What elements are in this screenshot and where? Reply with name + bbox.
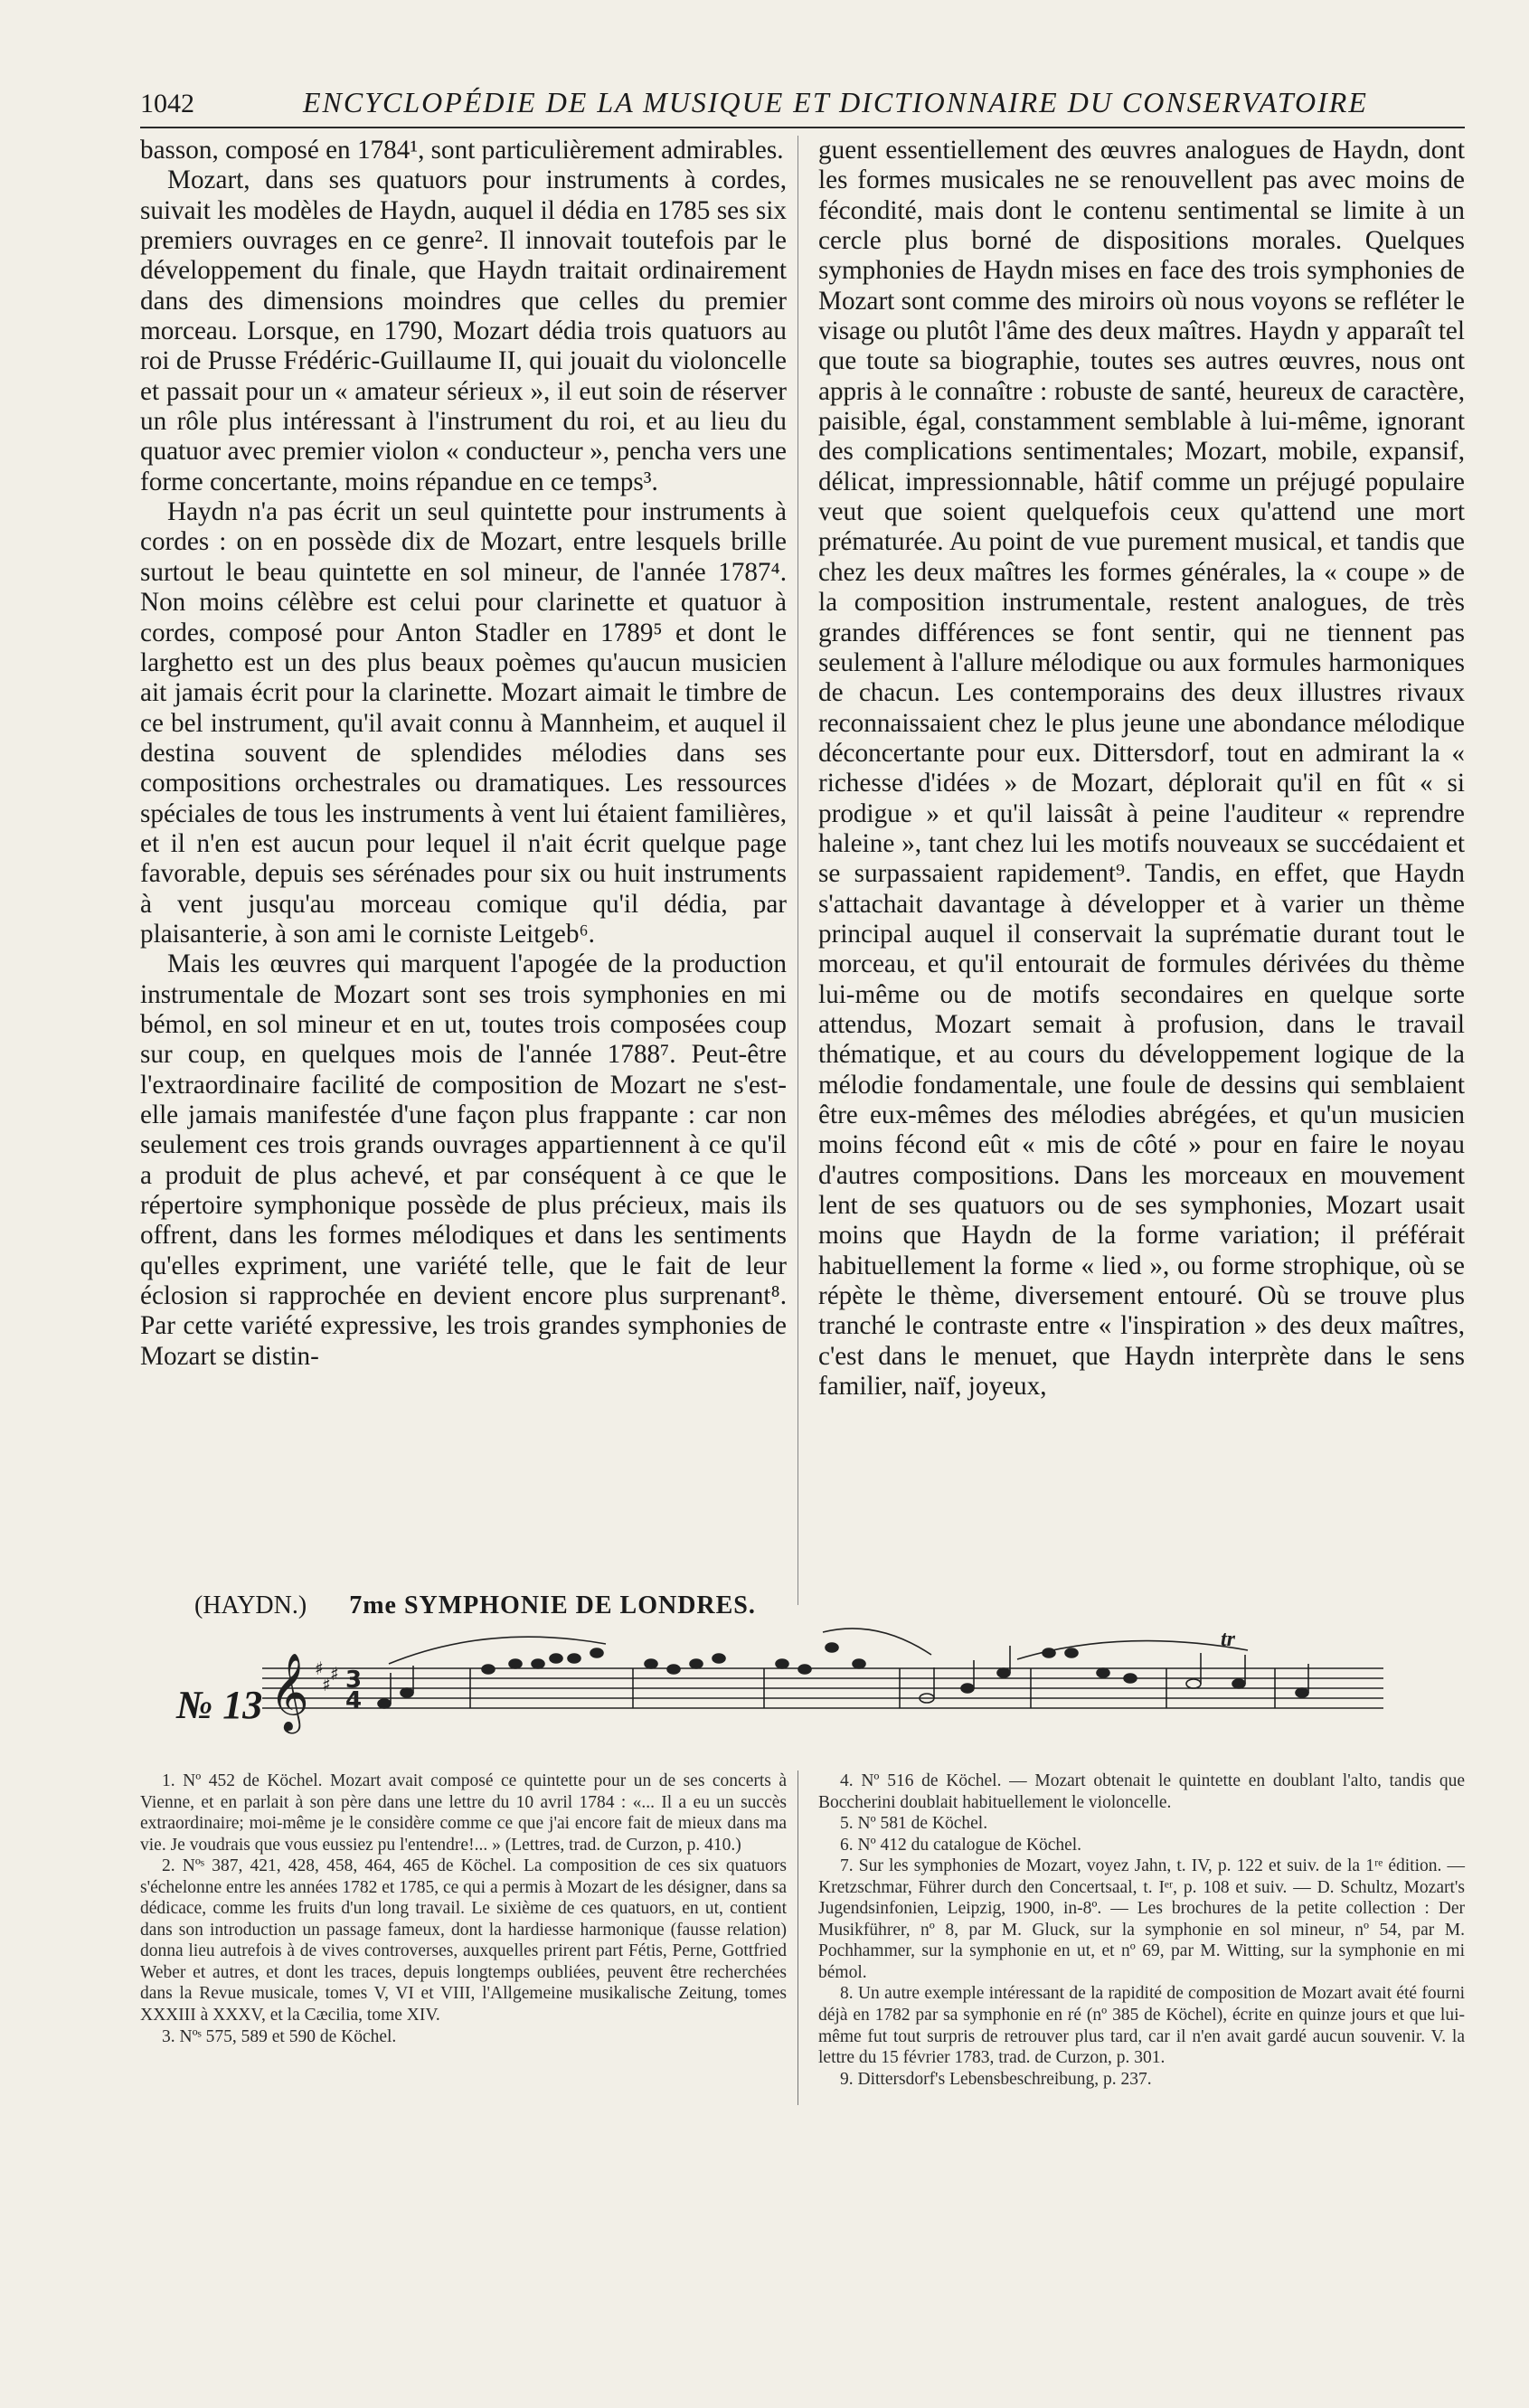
footnote: 3. Nºˢ 575, 589 et 590 de Köchel. [162, 2026, 397, 2046]
key-signature [315, 1657, 339, 1695]
paragraph: basson, composé en 1784¹, sont particulièrement admirables. [140, 136, 784, 165]
footnote: 9. Dittersdorf's Lebensbeschreibung, p. 237. [840, 2069, 1152, 2089]
svg-text:♯: ♯ [322, 1674, 331, 1695]
footnote: 5. Nº 581 de Köchel. [840, 1814, 988, 1834]
footnote: 4. Nº 516 de Köchel. — Mozart obtenait le quintette en doublant l'alto, tandis que Boccherini doublait habituellement le violoncelle. [818, 1771, 1465, 1812]
footnote: 2. Nºˢ 387, 421, 428, 458, 464, 465 de Köchel. La composition de ces six quatuors s'échelonne entre les années 1782 et 1785, ce qui a permis à Mozart de les désigner, dans sa dédicace, comme les fruits d'un long travail. Le sixième de ces quatuors, en ut, contient dans son introduction un passage fameux, dont la hardiesse harmonique (fausse relation) donna lieu autrefois à de vives controverses, auxquelles prirent part Fétis, Perne, Gottfried Weber et autres, et dont les traces, depuis longtemps oubliées, peuvent être recherchées dans la Revue musicale, tomes V, VI et VIII, l'Allgemeine musikalische Zeitung, tomes XXXIII à XXXV, et la Cæcilia, tome XIV. [140, 1856, 787, 2026]
footnotes-right [818, 1771, 1465, 2090]
svg-text:4: 4 [345, 1687, 363, 1714]
footnote: 1. Nº 452 de Köchel. Mozart avait composé ce quintette pour un de ses concerts à Vienne, et en parlait à son père dans une lettre du 10 avril 1784 : «... Il a eu un succès extraordinaire; moi-même je le considère comme ce que j'ai encore fait de mieux dans ma vie. Je voudrais que vous eussiez pu l'entendre!... » (Lettres, trad. de Curzon, p. 410.) [140, 1771, 787, 1855]
paragraph: Mozart, dans ses quatuors pour instruments à cordes, suivait les modèles de Haydn, auquel il dédia en 1785 ses six premiers ouvrages en ce genre². Il innovait toutefois par le développement du finale, que Haydn traitait ordinairement dans des dimensions moindres que celles du premier morceau. Lorsque, en 1790, Mozart dédia trois quatuors au roi de Prusse Frédéric-Guillaume II, qui jouait du violoncelle et passait pour un « amateur sérieux », il eut soin de réserver un rôle plus intéressant à l'instrument du roi, et au lieu du quatuor avec premier violon « conducteur », pencha vers une forme concertante, moins répandue en ce temps³. [140, 165, 787, 496]
svg-text:♯: ♯ [330, 1663, 339, 1685]
footnote: 8. Un autre exemple intéressant de la rapidité de composition de Mozart avait été fourni déjà en 1782 par sa symphonie en ré (nº 385 de Köchel), écrite en quinze jours et que lui-même fut tout surpris de retrouver plus tard, car il n'en avait gardé aucun souvenir. V. la lettre du 15 février 1783, trad. de Curzon, p. 301. [818, 1984, 1465, 2068]
body-column-right [818, 136, 1465, 1402]
page-header [140, 81, 1465, 128]
music-example-title: 7me SYMPHONIE DE LONDRES. [349, 1591, 756, 1619]
running-title: ENCYCLOPÉDIE DE LA MUSIQUE ET DICTIONNAIRE DU CONSERVATOIRE [303, 86, 1368, 118]
page-number: 1042 [140, 89, 194, 118]
svg-text:♯: ♯ [315, 1657, 324, 1679]
music-example-number: № 13 [176, 1683, 263, 1727]
trill-mark: tr [1221, 1628, 1236, 1651]
music-example-caption [194, 1591, 756, 1620]
footnote: 6. Nº 412 du catalogue de Köchel. [840, 1835, 1082, 1855]
music-example-composer: (HAYDN.) [194, 1591, 307, 1619]
svg-text:3: 3 [345, 1667, 363, 1694]
paragraph: Haydn n'a pas écrit un seul quintette pour instruments à cordes : on en possède dix de Mozart, entre lesquels brille surtout le beau quintette en sol mineur, de l'année 1787⁴. Non moins célèbre est celui pour clarinette et quatuor à cordes, composé pour Anton Stadler en 1789⁵ et dont le larghetto est un des plus beaux poèmes qu'aucun musicien ait jamais écrit pour la clarinette. Mozart aimait le timbre de ce bel instrument, qu'il avait connu à Mannheim, et auquel il destina souvent de splendides mélodies dans ses compositions orchestrales ou dramatiques. Les ressources spéciales de tous les instruments à vent lui étaient familières, et il n'en est aucun pour lequel il n'ait écrit quelque page favorable, depuis ses sérénades pour six ou huit instruments à vent jusqu'au morceau comique qu'il dédia, par plaisanterie, à son ami le corniste Leitgeb⁶. [140, 497, 787, 949]
footnotes-left [140, 1771, 787, 2047]
treble-clef-icon [269, 1653, 309, 1734]
paragraph: Mais les œuvres qui marquent l'apogée de la production instrumentale de Mozart sont ses trois symphonies en mi bémol, en sol mineur et en ut, toutes trois composées coup sur coup, en quelques mois de l'année 1788⁷. Peut-être l'extraordinaire facilité de composition de Mozart ne s'est-elle jamais manifestée d'une façon plus frappante : car non seulement ces trois grands ouvrages appartiennent à ce qu'il a produit de plus achevé, et par conséquent à ce que le répertoire symphonique possède de plus précieux, mais ils offrent, dans les formes mélodiques et dans les sentiments qu'elles expriment, une variété telle, que le fait de leur éclosion si rapprochée en devient encore plus surprenant⁸. Par cette variété expressive, les trois grandes symphonies de Mozart se distin- [140, 949, 787, 1371]
paragraph: guent essentiellement des œuvres analogues de Haydn, dont les formes musicales ne se renouvellent pas avec moins de fécondité, mais dont le contenu sentimental se limite à un cercle plus borné de dispositions morales. Quelques symphonies de Haydn mises en face des trois symphonies de Mozart sont comme des miroirs où nous voyons se refléter le visage ou plutôt l'âme des deux maîtres. Haydn y apparaît tel que toute sa biographie, toutes ses autres œuvres, nous ont appris à le connaître : robuste de santé, heureux de caractère, paisible, égal, constamment semblable à lui-même, ignorant des complications sentimentales; Mozart, mobile, expansif, délicat, impressionnable, hâtif comme un préjugé populaire veut que soient quelquefois ceux qu'attend une mort prématurée. Au point de vue purement musical, et tandis que chez les deux maîtres les formes générales, la « coupe » de la composition instrumentale, restent analogues, de très grandes différences se font sentir, qui ne tiennent pas seulement à l'allure mélodique ou aux formules harmoniques de chacun. Les contemporains des deux illustres rivaux reconnaissaient chez le plus jeune une abondance mélodique déconcertante pour eux. Dittersdorf, tout en admirant la « richesse d'idées » de Mozart, déplorait qu'il en fût « si prodigue » et qu'il laissât à peine l'auditeur « reprendre haleine », tant chez lui les motifs nouveaux se succédaient et se surpassaient rapidement⁹. Tandis, en effet, que Haydn s'attachait davantage à développer et à varier un thème principal auquel il conservait la suprématie durant tout le morceau, et qu'il entourait de formules dérivées du thème lui-même ou de motifs secondaires en quelque sorte attendus, Mozart semait à profusion, dans le travail thématique, et au cours du développement logique de la mélodie fondamentale, une foule de dessins qui semblaient être eux-mêmes des mélodies abrégées, et qu'un musicien moins fécond eût « mis de côté » pour en faire le noyau d'autres compositions. Dans les morceaux en mouvement lent de ses quatuors ou de ses symphonies, Mozart usait moins que Haydn de la forme variation; il préférait habituellement la forme « lied », ou forme strophique, où se répète le thème, diversement entouré. Où se trouve plus tranché le contraste entre « l'inspiration » des deux maîtres, c'est dans le menuet, que Haydn interprète dans le sens familier, naïf, joyeux, [818, 136, 1465, 1402]
body-column-left [140, 136, 787, 1372]
music-staff [262, 1628, 1392, 1741]
time-signature [345, 1667, 362, 1714]
svg-text:𝄞: 𝄞 [269, 1653, 309, 1731]
music-example [140, 1591, 1469, 1745]
footnote: 7. Sur les symphonies de Mozart, voyez Jahn, t. IV, p. 122 et suiv. de la 1ʳᵉ édition. — Kretzschmar, Führer durch den Concertsaal, t. Iᵉʳ, p. 108 et suiv. — D. Schultz, Mozart's Jugendsinfonien, Leipzig, 1900, in-8º. — Les brochures de la petite collection : Der Musikführer, nº 8, par M. Gluck, sur la symphonie en sol mineur, nº 54, par M. Pochhammer, sur la symphonie en ut, et nº 69, par M. Witting, sur la symphonie en mi bémol. [818, 1856, 1465, 1982]
